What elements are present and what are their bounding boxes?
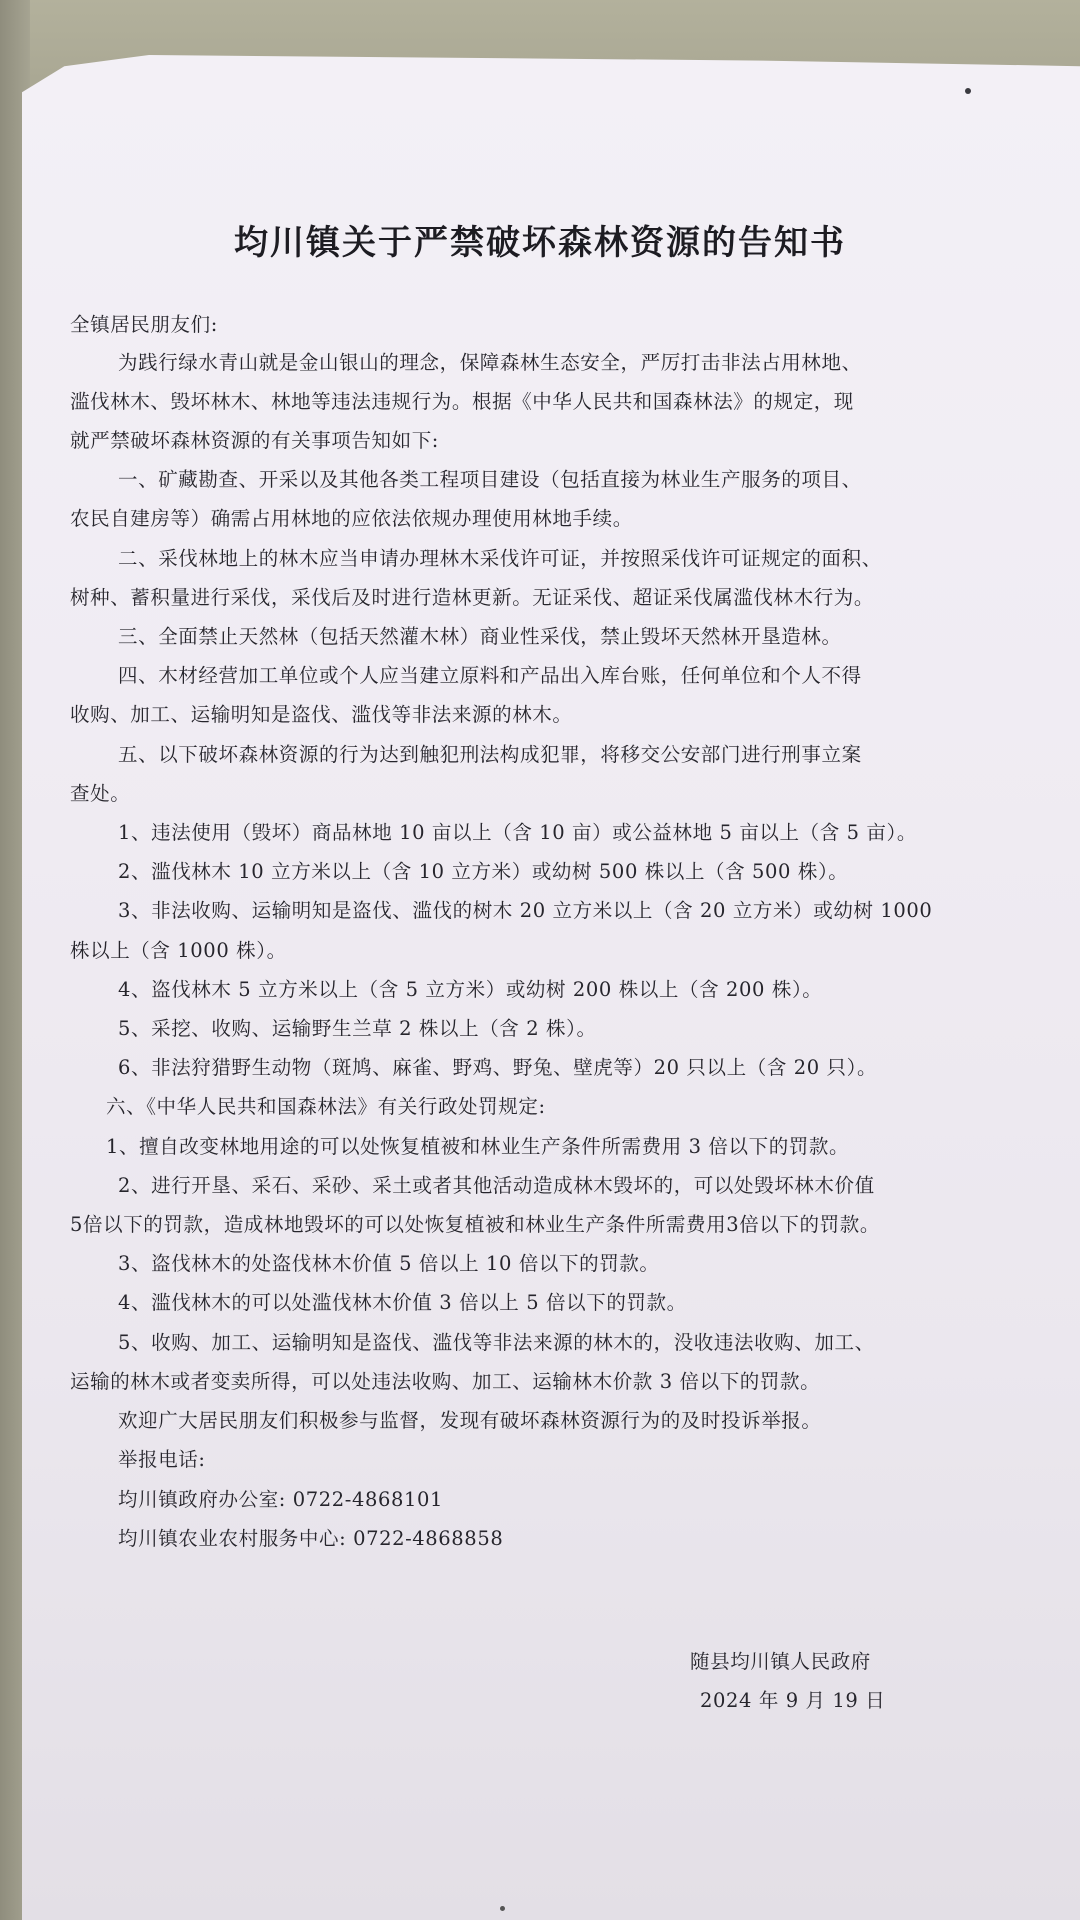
- body-line: 三、全面禁止天然林（包括天然灌木林）商业性采伐，禁止毁坏天然林开垦造林。: [118, 625, 842, 648]
- notice-title: 均川镇关于严禁破坏森林资源的告知书: [234, 223, 846, 263]
- hotline-label: 举报电话:: [118, 1448, 206, 1471]
- body-line: 四、木材经营加工单位或个人应当建立原料和产品出入库台账，任何单位和个人不得: [118, 664, 862, 687]
- body-line: 查处。: [70, 782, 131, 805]
- body-line: 5、采挖、收购、运输野生兰草 2 株以上（含 2 株）。: [118, 1017, 597, 1040]
- body-line: 滥伐林木、毁坏林木、林地等违法违规行为。根据《中华人民共和国森林法》的规定，现: [70, 390, 854, 413]
- contact-line: 均川镇农业农村服务中心: 0722-4868858: [118, 1527, 504, 1550]
- body-line: 六、《中华人民共和国森林法》有关行政处罚规定:: [106, 1095, 546, 1118]
- paper-mark: [965, 88, 971, 94]
- body-line: 4、盗伐林木 5 立方米以上（含 5 立方米）或幼树 200 株以上（含 200 株）。: [118, 978, 823, 1001]
- body-line: 3、非法收购、运输明知是盗伐、滥伐的树木 20 立方米以上（含 20 立方米）或幼树 1000: [118, 899, 933, 922]
- body-line: 6、非法狩猎野生动物（斑鸠、麻雀、野鸡、野兔、壁虎等）20 只以上（含 20 只）。: [118, 1056, 878, 1079]
- body-line: 一、矿藏勘查、开采以及其他各类工程项目建设（包括直接为林业生产服务的项目、: [118, 468, 862, 491]
- paper-mark: [500, 1906, 505, 1911]
- issue-date: 2024 年 9 月 19 日: [700, 1689, 886, 1712]
- body-line: 5倍以下的罚款，造成林地毁坏的可以处恢复植被和林业生产条件所需费用3倍以下的罚款。: [70, 1213, 880, 1236]
- body-line: 树种、蓄积量进行采伐，采伐后及时进行造林更新。无证采伐、超证采伐属滥伐林木行为。: [70, 586, 875, 609]
- salutation: 全镇居民朋友们:: [70, 313, 218, 336]
- body-line: 就严禁破坏森林资源的有关事项告知如下:: [70, 429, 439, 452]
- body-line: 1、违法使用（毁坏）商品林地 10 亩以上（含 10 亩）或公益林地 5 亩以上（含 5 亩）。: [118, 821, 917, 844]
- issuer: 随县均川镇人民政府: [690, 1650, 871, 1673]
- body-line: 2、进行开垦、采石、采砂、采土或者其他活动造成林木毁坏的，可以处毁坏林木价值: [118, 1174, 875, 1197]
- body-line: 5、收购、加工、运输明知是盗伐、滥伐等非法来源的林木的，没收违法收购、加工、: [118, 1331, 875, 1354]
- body-line: 运输的林木或者变卖所得，可以处违法收购、加工、运输林木价款 3 倍以下的罚款。: [70, 1370, 821, 1393]
- body-line: 2、滥伐林木 10 立方米以上（含 10 立方米）或幼树 500 株以上（含 500 株）。: [118, 860, 849, 883]
- body-line: 株以上（含 1000 株）。: [70, 939, 287, 962]
- contact-line: 均川镇政府办公室: 0722-4868101: [118, 1488, 444, 1511]
- body-line: 欢迎广大居民朋友们积极参与监督，发现有破坏森林资源行为的及时投诉举报。: [118, 1409, 822, 1432]
- body-line: 收购、加工、运输明知是盗伐、滥伐等非法来源的林木。: [70, 703, 573, 726]
- body-line: 为践行绿水青山就是金山银山的理念，保障森林生态安全，严厉打击非法占用林地、: [118, 351, 862, 374]
- body-line: 3、盗伐林木的处盗伐林木价值 5 倍以上 10 倍以下的罚款。: [118, 1252, 660, 1275]
- body-line: 二、采伐林地上的林木应当申请办理林木采伐许可证，并按照采伐许可证规定的面积、: [118, 547, 882, 570]
- body-line: 1、擅自改变林地用途的可以处恢复植被和林业生产条件所需费用 3 倍以下的罚款。: [106, 1135, 850, 1158]
- body-line: 五、以下破坏森林资源的行为达到触犯刑法构成犯罪，将移交公安部门进行刑事立案: [118, 743, 862, 766]
- body-line: 农民自建房等）确需占用林地的应依法依规办理使用林地手续。: [70, 507, 633, 530]
- body-line: 4、滥伐林木的可以处滥伐林木价值 3 倍以上 5 倍以下的罚款。: [118, 1291, 687, 1314]
